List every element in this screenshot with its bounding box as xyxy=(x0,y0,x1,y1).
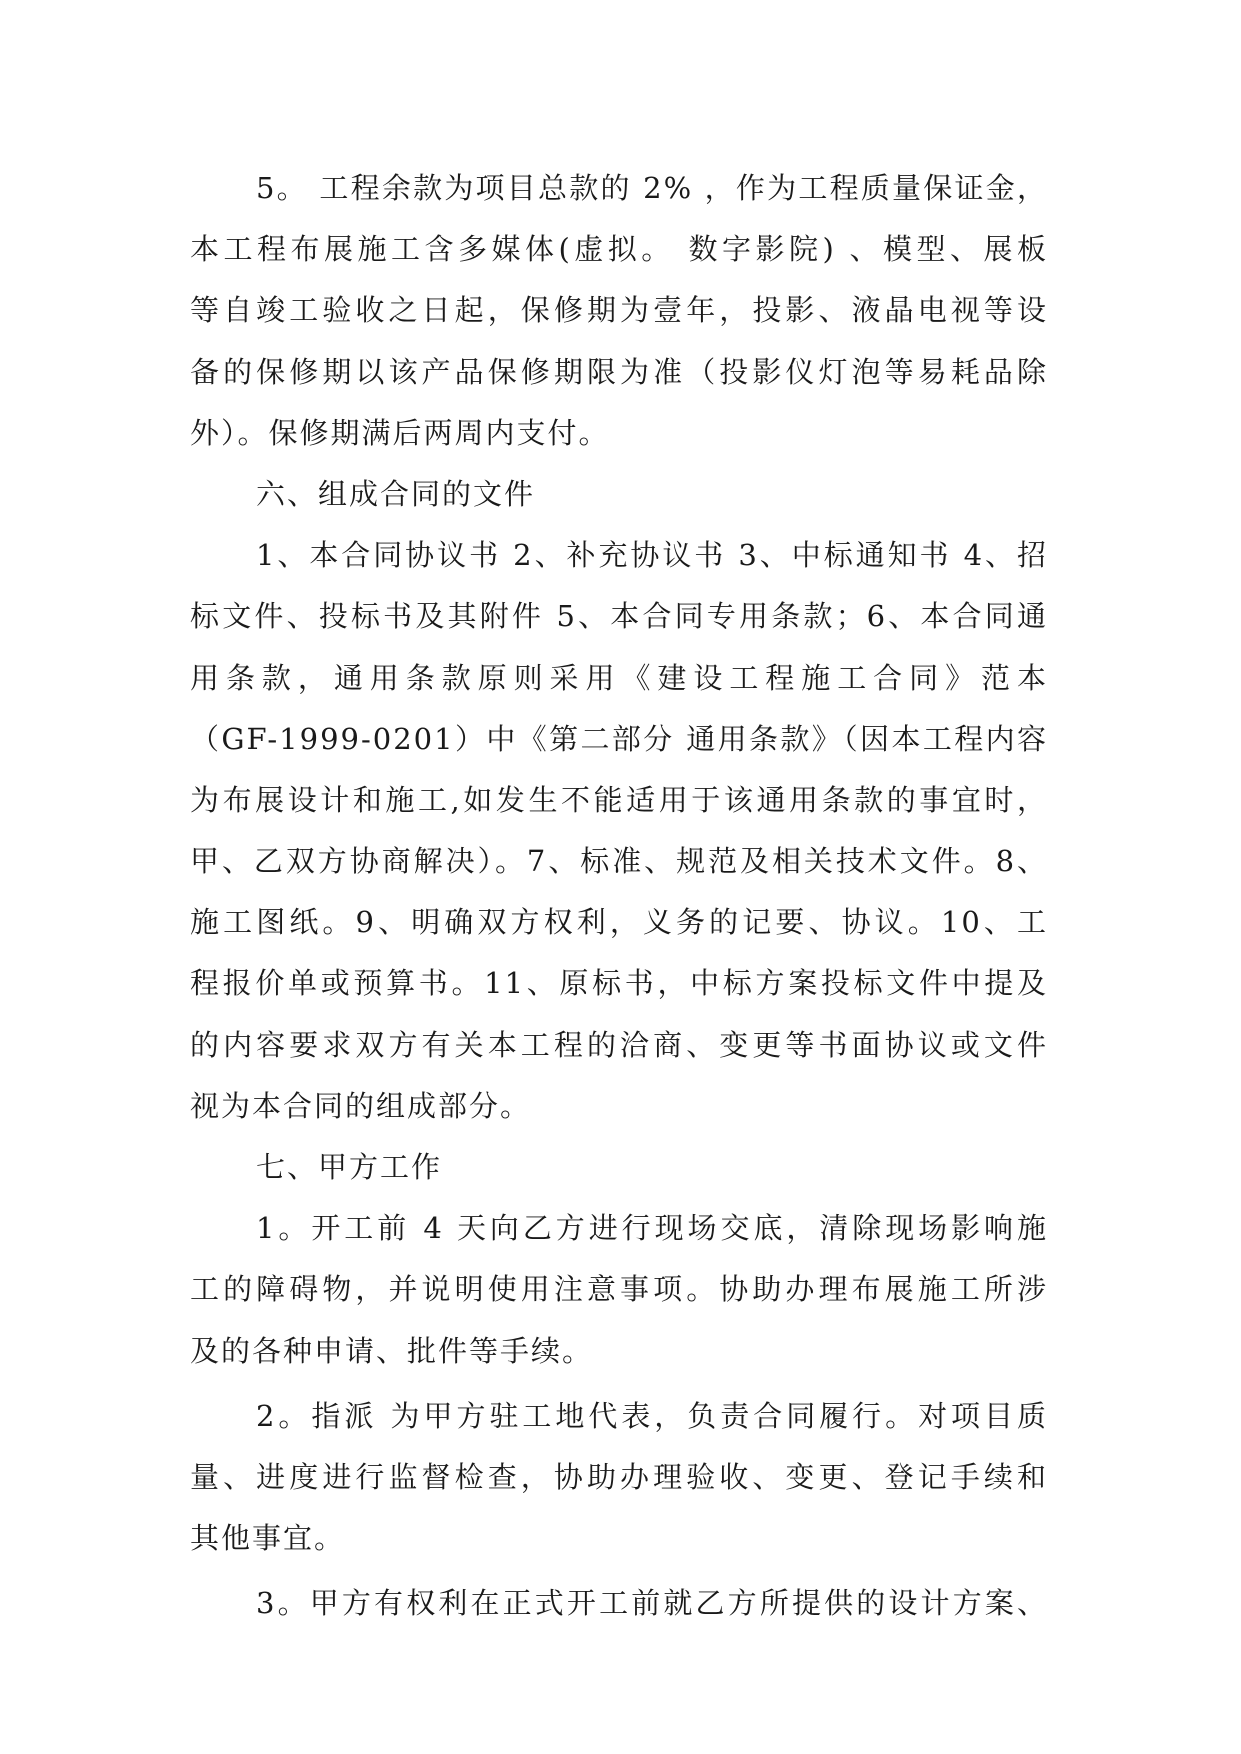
contract-documents-line-2: 标文件、投标书及其附件 5、本合同专用条款；6、本合同通 xyxy=(190,599,1048,634)
contract-documents-line-4: （GF-1999-0201）中《第二部分 通用条款》（因本工程内容 xyxy=(190,721,1048,756)
contract-documents-line-5: 为布展设计和施工,如发生不能适用于该通用条款的事宜时， xyxy=(190,782,1048,817)
party-a-item-1-line-3: 及的各种申请、批件等手续。 xyxy=(190,1333,594,1368)
contract-documents-line-6: 甲、乙双方协商解决）。7、标准、规范及相关技术文件。8、 xyxy=(190,844,1048,879)
party-a-item-1-line-2: 工的障碍物，并说明使用注意事项。协助办理布展施工所涉 xyxy=(190,1272,1048,1307)
paragraph-5-line-1: 5。 工程余款为项目总款的 2% ，作为工程质量保证金， xyxy=(256,171,1048,205)
party-a-item-2-line-1: 2。指派 为甲方驻工地代表，负责合同履行。对项目质 xyxy=(256,1398,1048,1433)
party-a-item-2-line-3: 其他事宜。 xyxy=(190,1521,346,1556)
party-a-item-1-line-1: 1。开工前 4 天向乙方进行现场交底，清除现场影响施 xyxy=(256,1211,1048,1246)
section-heading-6: 六、组成合同的文件 xyxy=(256,476,536,511)
contract-documents-line-1: 1、本合同协议书 2、补充协议书 3、中标通知书 4、招 xyxy=(256,538,1048,573)
contract-documents-line-10: 视为本合同的组成部分。 xyxy=(190,1088,532,1123)
contract-body-text xyxy=(190,158,1048,1635)
paragraph-5-line-2: 本工程布展施工含多媒体(虚拟。 数字影院) 、模型、展板 xyxy=(190,232,1048,267)
section-heading-7: 七、甲方工作 xyxy=(256,1150,443,1184)
contract-documents-line-3: 用条款，通用条款原则采用《建设工程施工合同》范本 xyxy=(190,660,1048,695)
paragraph-5-line-4: 备的保修期以该产品保修期限为准（投影仪灯泡等易耗品除 xyxy=(190,354,1048,389)
party-a-item-2-line-2: 量、进度进行监督检查，协助办理验收、变更、登记手续和 xyxy=(190,1459,1048,1494)
contract-documents-line-9: 的内容要求双方有关本工程的洽商、变更等书面协议或文件 xyxy=(190,1027,1048,1062)
paragraph-5-line-5: 外）。保修期满后两周内支付。 xyxy=(190,415,610,450)
party-a-item-3-line-1: 3。甲方有权利在正式开工前就乙方所提供的设计方案、 xyxy=(256,1586,1048,1621)
paragraph-5-line-3: 等自竣工验收之日起，保修期为壹年，投影、液晶电视等设 xyxy=(190,293,1048,328)
contract-documents-line-8: 程报价单或预算书。11、原标书，中标方案投标文件中提及 xyxy=(190,966,1048,1001)
contract-documents-line-7: 施工图纸。9、明确双方权利，义务的记要、协议。10、工 xyxy=(190,905,1048,940)
